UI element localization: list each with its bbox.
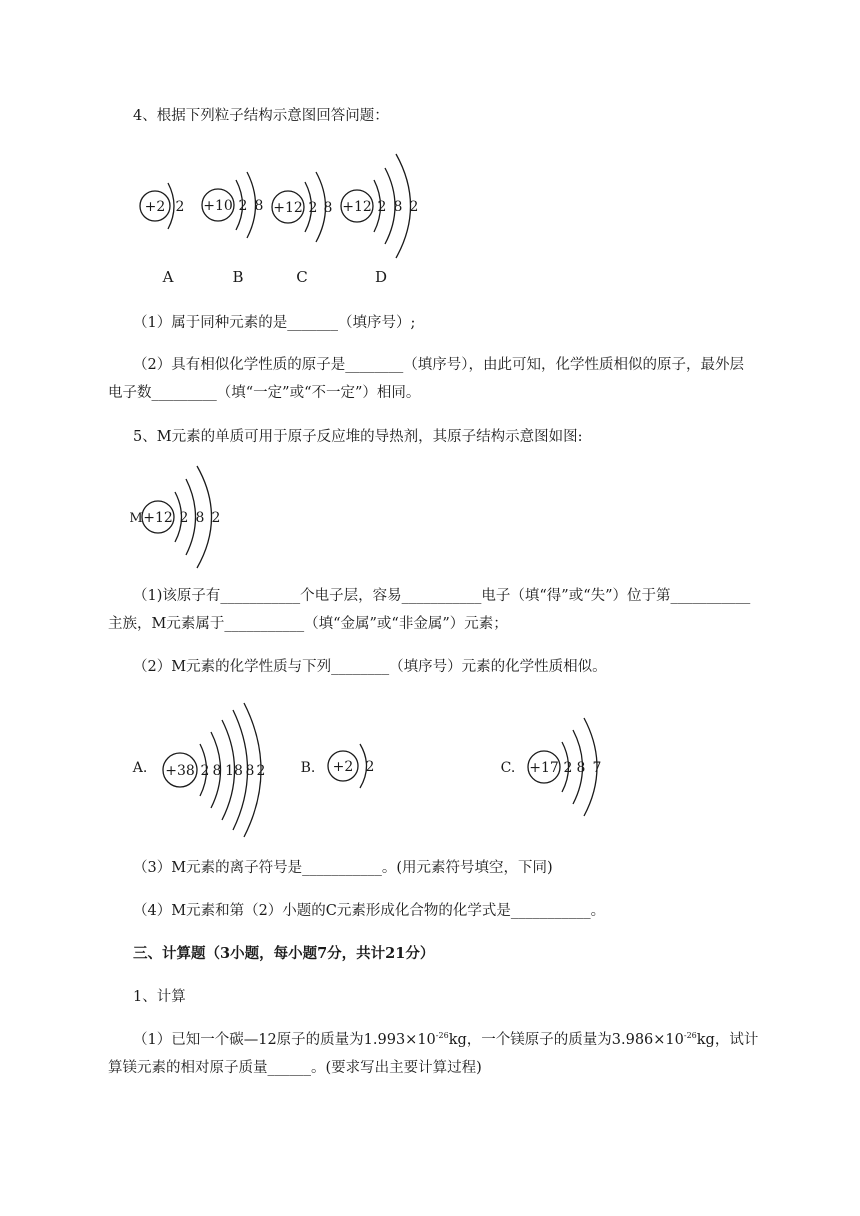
atom-d-shell-2: 8 — [393, 199, 403, 215]
atom-b-shell-1: 2 — [238, 198, 248, 214]
option-a-nucleus: +38 — [165, 763, 195, 779]
m-atom-shell-2: 8 — [195, 510, 205, 526]
q5-m-atom-diagram — [0, 455, 860, 575]
calc-q1-text-c: kg，试计 — [696, 1032, 759, 1048]
m-atom-nucleus: +12 — [143, 510, 173, 526]
atom-d-shell-1: 2 — [377, 199, 387, 215]
calc-q1-sub1-line1 — [133, 1030, 758, 1050]
q5-sub1-line1: （1)该原子有___________个电子层，容易___________电子（填“得”或“失”）位于第___________ — [133, 588, 751, 604]
atom-d-label: D — [374, 268, 388, 286]
option-a-shell-5: 2 — [256, 763, 266, 779]
atom-c-shell-2: 8 — [323, 200, 333, 216]
m-atom-shell-3: 2 — [211, 510, 221, 526]
option-b-label: B. — [300, 760, 316, 776]
question-5-title: 5、M元素的单质可用于原子反应堆的导热剂，其原子结构示意图如图: — [133, 429, 583, 445]
calc-q1-title: 1、计算 — [133, 989, 186, 1005]
atom-a-shell-1: 2 — [175, 199, 185, 215]
option-b-shell-1: 2 — [365, 759, 375, 775]
option-c-label: C. — [500, 760, 516, 776]
calc-q1-sub1-line2: 算镁元素的相对原子质量______。(要求写出主要计算过程) — [108, 1060, 482, 1076]
option-b-nucleus: +2 — [332, 759, 354, 775]
q4-sub2-line2: 电子数_________（填“一定”或“不一定”）相同。 — [108, 385, 421, 401]
atom-c-shell-1: 2 — [308, 200, 318, 216]
calc-q1-text-b: kg，一个镁原子的质量为3.986×10 — [448, 1032, 684, 1048]
calc-q1-text-a: （1）已知一个碳—12原子的质量为1.993×10 — [133, 1032, 436, 1048]
calc-q1-exponent-2: -26 — [683, 1031, 697, 1040]
atom-d-shell-3: 2 — [409, 199, 419, 215]
option-c-nucleus: +17 — [529, 760, 559, 776]
m-atom-prefix: M — [129, 511, 143, 526]
q4-sub2-line1: （2）具有相似化学性质的原子是________（填序号），由此可知，化学性质相似的原子，最外层 — [133, 357, 744, 373]
atom-b-label: B — [232, 268, 244, 286]
q5-sub4: （4）M元素和第（2）小题的C元素形成化合物的化学式是___________。 — [133, 903, 606, 919]
option-a-shell-1: 2 — [200, 763, 210, 779]
option-c-shell-3: 7 — [592, 760, 602, 776]
calc-q1-exponent-1: -26 — [435, 1031, 449, 1040]
atom-a-nucleus: +2 — [144, 199, 166, 215]
option-a-shell-2: 8 — [212, 763, 222, 779]
atom-b-shell-2: 8 — [254, 198, 264, 214]
q5-sub3: （3）M元素的离子符号是___________。(用元素符号填空，下同) — [133, 860, 553, 876]
atom-c-label: C — [296, 268, 308, 286]
atom-d-nucleus: +12 — [342, 199, 372, 215]
q5-option-diagrams — [0, 690, 860, 850]
section-3-heading: 三、计算题（3小题，每小题7分，共计21分） — [133, 945, 435, 962]
option-a-shell-4: 8 — [245, 763, 255, 779]
q4-sub1: （1）属于同种元素的是_______（填序号）; — [133, 315, 416, 331]
q5-sub2: （2）M元素的化学性质与下列________（填序号）元素的化学性质相似。 — [133, 659, 607, 675]
option-a-label: A. — [132, 760, 148, 776]
option-c-shell-1: 2 — [563, 760, 573, 776]
atom-b-nucleus: +10 — [203, 198, 233, 214]
m-atom-shell-1: 2 — [179, 510, 189, 526]
question-4-title: 4、根据下列粒子结构示意图回答问题： — [133, 108, 389, 124]
atom-c-nucleus: +12 — [273, 200, 303, 216]
q5-sub1-line2: 主族，M元素属于___________（填“金属”或“非金属”）元素； — [108, 616, 508, 632]
option-c-shell-2: 8 — [576, 760, 586, 776]
option-a-shell-3: 18 — [225, 763, 243, 779]
atom-a-label: A — [162, 268, 174, 286]
